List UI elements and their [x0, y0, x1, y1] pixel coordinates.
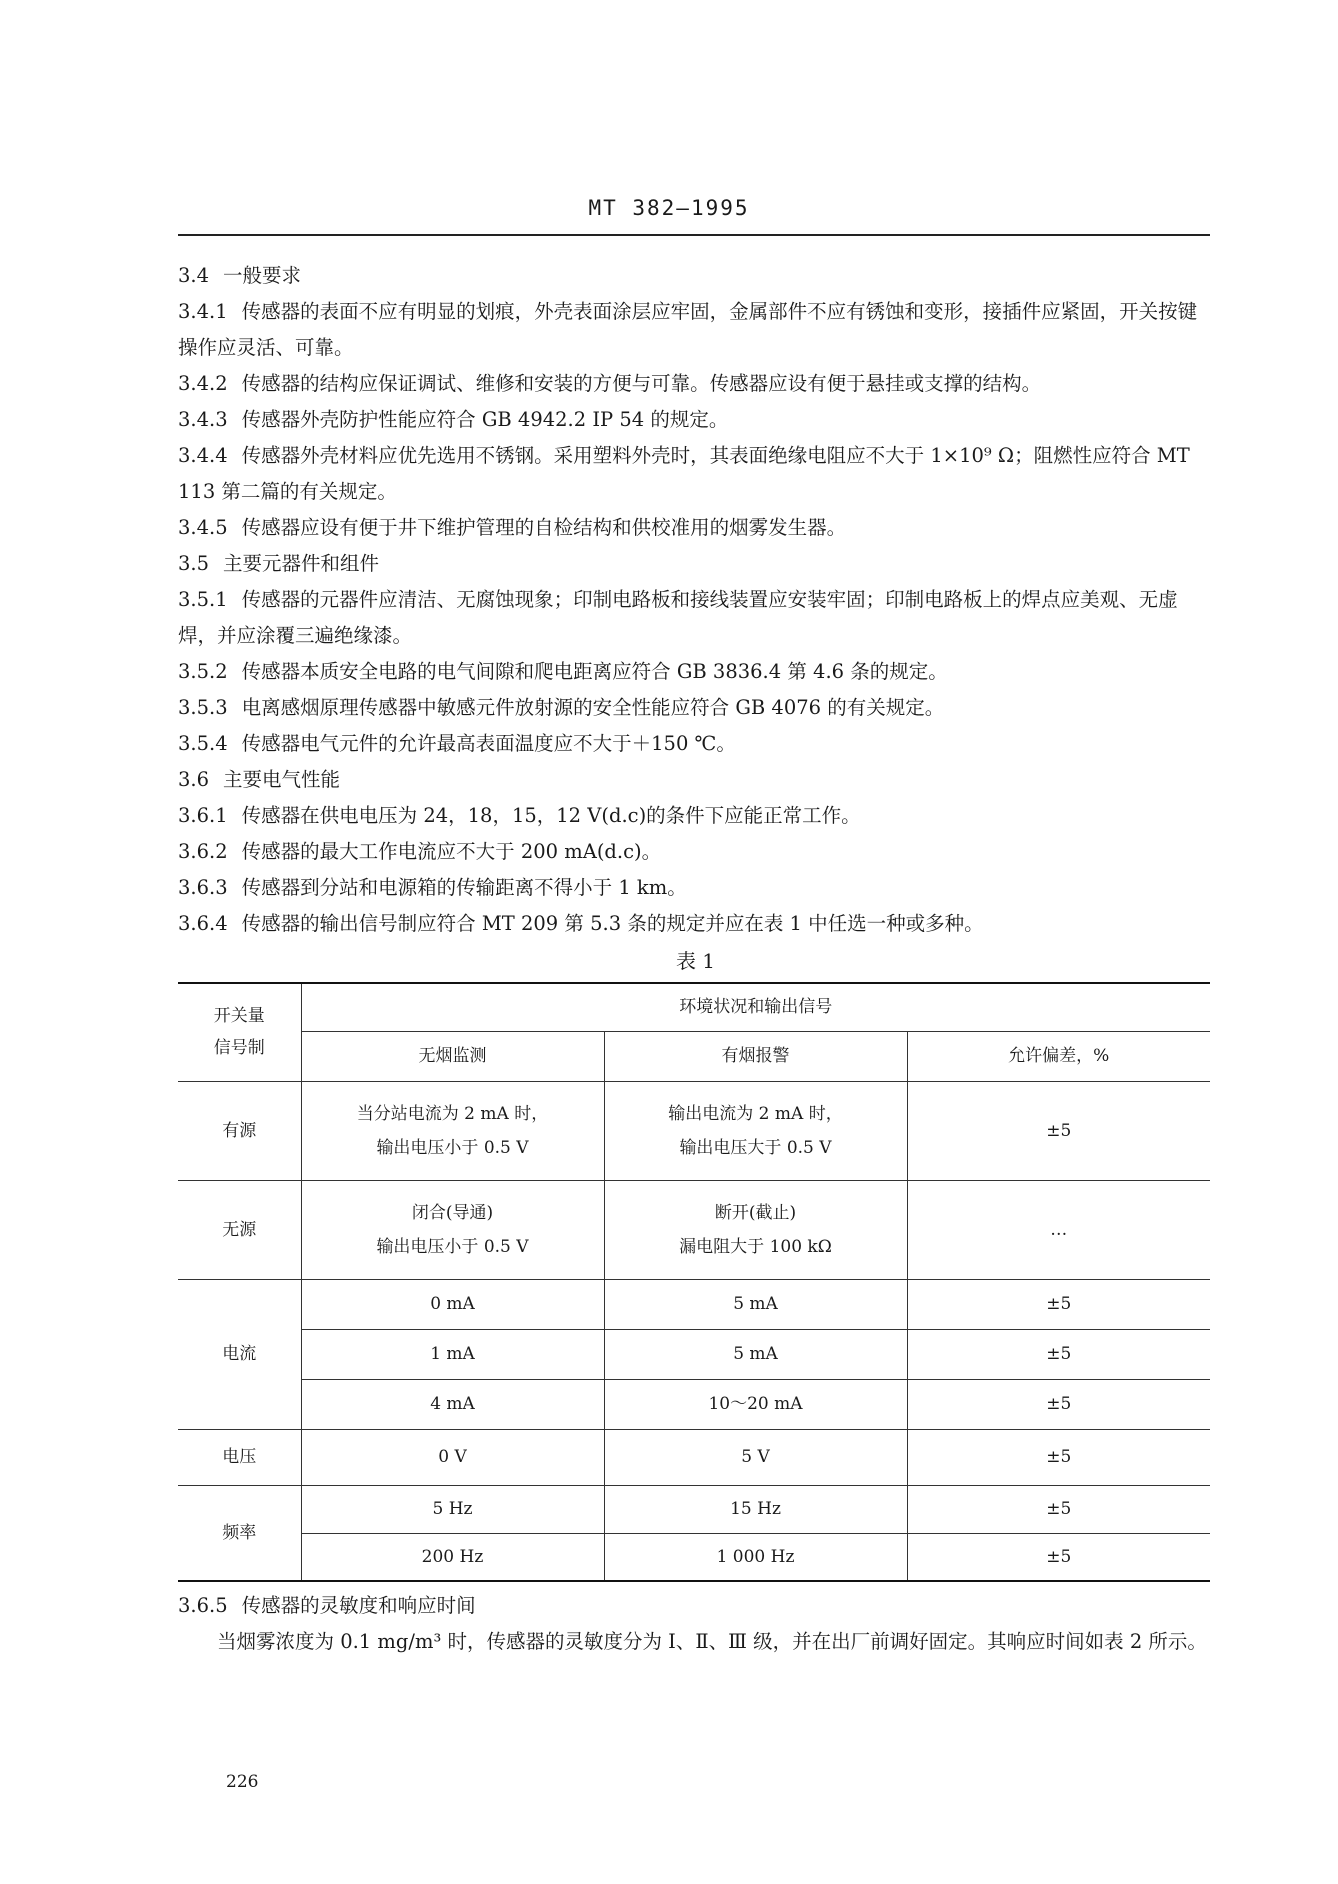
- cell-smoke: 输出电流为 2 mA 时， 输出电压大于 0.5 V: [604, 1081, 907, 1180]
- cell-no-smoke: 4 mA: [301, 1379, 604, 1429]
- page-number: 226: [226, 1772, 259, 1792]
- cell-no-smoke: 当分站电流为 2 mA 时， 输出电压小于 0.5 V: [301, 1081, 604, 1180]
- cell-smoke: 10～20 mA: [604, 1379, 907, 1429]
- header-no-smoke: 无烟监测: [301, 1031, 604, 1081]
- cell-no-smoke: 闭合(导通) 输出电压小于 0.5 V: [301, 1180, 604, 1279]
- header-group: 环境状况和输出信号: [301, 983, 1210, 1031]
- cell-smoke: 15 Hz: [604, 1485, 907, 1533]
- header-signal-type: 开关量信号制: [178, 983, 301, 1081]
- cell-no-smoke: 200 Hz: [301, 1533, 604, 1581]
- cell-smoke: 1 000 Hz: [604, 1533, 907, 1581]
- cell-smoke: 断开(截止) 漏电阻大于 100 kΩ: [604, 1180, 907, 1279]
- cell-no-smoke: 1 mA: [301, 1329, 604, 1379]
- cell-smoke: 5 V: [604, 1429, 907, 1485]
- signal-table: [178, 982, 1210, 1582]
- section-3-4: 3.4 一般要求: [178, 264, 302, 287]
- cell-tolerance: ±5: [907, 1533, 1210, 1581]
- cell-no-smoke: 0 mA: [301, 1279, 604, 1329]
- cell-tolerance: …: [907, 1180, 1210, 1279]
- cell-smoke: 5 mA: [604, 1279, 907, 1329]
- table-row: [178, 1329, 1210, 1379]
- section-3-4-2: 3.4.2 传感器的结构应保证调试、维修和安装的方便与可靠。传感器应设有便于悬挂或支撑的结构。: [178, 372, 1042, 395]
- cell-tolerance: ±5: [907, 1429, 1210, 1485]
- section-3-5: 3.5 主要元器件和组件: [178, 552, 380, 575]
- sensitivity-paragraph: 当烟雾浓度为 0.1 mg/m³ 时，传感器的灵敏度分为 Ⅰ、Ⅱ、Ⅲ 级，并在出厂前调好固定。其响应时间如表 2 所示。: [217, 1630, 1207, 1653]
- section-3-6-4: 3.6.4 传感器的输出信号制应符合 MT 209 第 5.3 条的规定并应在表 1 中任选一种或多种。: [178, 912, 984, 935]
- cell-tolerance: ±5: [907, 1379, 1210, 1429]
- document-body: [178, 258, 1213, 1660]
- row-label: 电压: [178, 1429, 301, 1485]
- table-row: [178, 1379, 1210, 1429]
- section-3-6: 3.6 主要电气性能: [178, 768, 341, 791]
- section-3-5-1: 3.5.1 传感器的元器件应清洁、无腐蚀现象；印制电路板和接线装置应安装牢固；印制电路板上的焊点应美观、无虚焊，并应涂覆三遍绝缘漆。: [178, 588, 1178, 647]
- section-3-4-4: 3.4.4 传感器外壳材料应优先选用不锈钢。采用塑料外壳时，其表面绝缘电阻应不大于 1×10⁹ Ω；阻燃性应符合 MT 113 第二篇的有关规定。: [178, 444, 1190, 503]
- section-3-6-2: 3.6.2 传感器的最大工作电流应不大于 200 mA(d.c)。: [178, 840, 662, 863]
- cell-tolerance: ±5: [907, 1485, 1210, 1533]
- document-header: MT 382—1995: [588, 196, 750, 220]
- table-row: [178, 1279, 1210, 1329]
- cell-tolerance: ±5: [907, 1329, 1210, 1379]
- row-label: 电流: [178, 1279, 301, 1429]
- table-row: [178, 1081, 1210, 1180]
- cell-tolerance: ±5: [907, 1081, 1210, 1180]
- section-3-4-5: 3.4.5 传感器应设有便于井下维护管理的自检结构和供校准用的烟雾发生器。: [178, 516, 847, 539]
- section-3-5-3: 3.5.3 电离感烟原理传感器中敏感元件放射源的安全性能应符合 GB 4076 的有关规定。: [178, 696, 945, 719]
- cell-no-smoke: 0 V: [301, 1429, 604, 1485]
- table-caption: 表 1: [675, 949, 716, 973]
- table-row: [178, 1485, 1210, 1533]
- row-label: 频率: [178, 1485, 301, 1581]
- after-table-text: [178, 1588, 1213, 1660]
- section-3-6-5: 3.6.5 传感器的灵敏度和响应时间: [178, 1594, 476, 1617]
- cell-no-smoke: 5 Hz: [301, 1485, 604, 1533]
- section-3-4-1: 3.4.1 传感器的表面不应有明显的划痕，外壳表面涂层应牢固，金属部件不应有锈蚀和变形，接插件应紧固，开关按键操作应灵活、可靠。: [178, 300, 1198, 359]
- section-3-4-3: 3.4.3 传感器外壳防护性能应符合 GB 4942.2 IP 54 的规定。: [178, 408, 729, 431]
- table-row: [178, 1533, 1210, 1581]
- header-tolerance: 允许偏差，%: [907, 1031, 1210, 1081]
- table-row: [178, 1429, 1210, 1485]
- cell-smoke: 5 mA: [604, 1329, 907, 1379]
- cell-tolerance: ±5: [907, 1279, 1210, 1329]
- row-label: 有源: [178, 1081, 301, 1180]
- table-row: [178, 1180, 1210, 1279]
- section-3-6-3: 3.6.3 传感器到分站和电源箱的传输距离不得小于 1 km。: [178, 876, 687, 899]
- row-label: 无源: [178, 1180, 301, 1279]
- section-3-5-2: 3.5.2 传感器本质安全电路的电气间隙和爬电距离应符合 GB 3836.4 第 4.6 条的规定。: [178, 660, 948, 683]
- header-smoke-alarm: 有烟报警: [604, 1031, 907, 1081]
- section-3-5-4: 3.5.4 传感器电气元件的允许最高表面温度应不大于＋150 ℃。: [178, 732, 736, 755]
- section-3-6-1: 3.6.1 传感器在供电电压为 24，18，15，12 V(d.c)的条件下应能正常工作。: [178, 804, 861, 827]
- header-rule: [178, 234, 1210, 236]
